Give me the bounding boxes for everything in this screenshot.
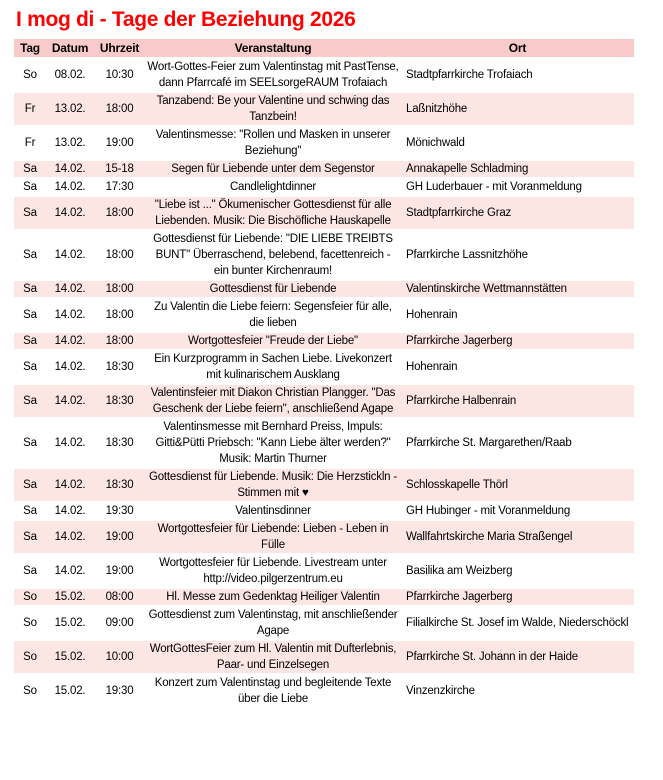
cell-datum: 14.02. — [54, 309, 86, 321]
cell-datum: 13.02. — [46, 93, 94, 125]
table-row — [14, 59, 634, 91]
table-header — [14, 39, 634, 57]
cell-tag: Sa — [23, 361, 37, 373]
cell-tag: Sa — [14, 161, 46, 177]
cell-ort: Pfarrkirche St. Johann in der Haide — [401, 641, 634, 673]
cell-veranstaltung: Valentinsfeier mit Diakon Christian Plangger. "Das Geschenk der Liebe feiern", anschließend Agape — [145, 385, 401, 417]
cell-veranstaltung: Valentinsmesse mit Bernhard Preiss, Impuls: Gitti&Pütti Priebsch: "Kann Liebe älter werden?" Musik: Martin Thurner — [155, 421, 391, 465]
col-header-veranstaltung: Veranstaltung — [145, 39, 401, 57]
cell-veranstaltung: WortGottesFeier zum Hl. Valentin mit Dufterlebnis, Paar- und Einzelsegen — [145, 641, 401, 673]
table-row — [14, 555, 634, 587]
cell-uhrzeit: 09:00 — [105, 617, 134, 629]
cell-ort: GH Luderbauer - mit Voranmeldung — [406, 181, 582, 193]
cell-tag: Sa — [14, 469, 46, 501]
cell-tag: So — [23, 685, 37, 697]
cell-veranstaltung: Konzert zum Valentinstag und begleitende Texte über die Liebe — [154, 677, 392, 705]
cell-uhrzeit: 19:00 — [105, 565, 134, 577]
cell-tag: Sa — [23, 249, 37, 261]
cell-veranstaltung: "Liebe ist ..." Ökumenischer Gottesdienst für alle Liebenden. Musik: Die Bischöfliche Hauskapelle — [145, 197, 401, 229]
table-row — [14, 641, 634, 673]
cell-tag: Sa — [23, 309, 37, 321]
cell-tag: Sa — [14, 281, 46, 297]
cell-datum: 15.02. — [46, 589, 94, 605]
table-row — [14, 589, 634, 605]
cell-uhrzeit: 19:30 — [105, 685, 134, 697]
table-row — [14, 299, 634, 331]
cell-tag: Sa — [23, 565, 37, 577]
cell-veranstaltung: Valentinsdinner — [235, 505, 311, 517]
col-header-datum: Datum — [46, 39, 94, 57]
cell-uhrzeit: 18:30 — [94, 385, 145, 417]
cell-uhrzeit: 18:00 — [94, 93, 145, 125]
cell-tag: Sa — [14, 521, 46, 553]
table-row — [14, 161, 634, 177]
cell-tag: So — [23, 69, 37, 81]
cell-veranstaltung: Candlelightdinner — [229, 181, 317, 193]
cell-datum: 14.02. — [46, 161, 94, 177]
cell-ort: Pfarrkirche Jagerberg — [401, 589, 634, 605]
cell-veranstaltung: Wortgottesfeier "Freude der Liebe" — [145, 333, 401, 349]
cell-tag: So — [14, 589, 46, 605]
cell-veranstaltung: Hl. Messe zum Gedenktag Heiliger Valentin — [145, 589, 401, 605]
cell-veranstaltung: Gottesdienst für Liebende — [145, 281, 401, 297]
cell-veranstaltung: Gottesdienst für Liebende. Musik: Die Herzstickln - Stimmen mit ♥ — [145, 469, 401, 501]
cell-datum: 15.02. — [54, 617, 86, 629]
cell-ort: Hohenrain — [406, 361, 458, 373]
cell-ort: Pfarrkirche Jagerberg — [401, 333, 634, 349]
cell-ort: GH Hubinger - mit Voranmeldung — [406, 505, 571, 517]
page-title: I mog di - Tage der Beziehung 2026 — [16, 8, 356, 31]
table-row — [14, 281, 634, 297]
cell-veranstaltung: Zu Valentin die Liebe feiern: Segensfeier für alle, die lieben — [154, 301, 392, 329]
cell-datum: 13.02. — [54, 137, 86, 149]
cell-tag: Sa — [14, 385, 46, 417]
table-row — [14, 503, 634, 519]
table-row — [14, 351, 634, 383]
cell-ort: Pfarrkirche Lassnitzhöhe — [406, 249, 528, 261]
cell-ort: Laßnitzhöhe — [401, 93, 634, 125]
cell-uhrzeit: 18:30 — [94, 469, 145, 501]
cell-tag: Sa — [14, 197, 46, 229]
cell-datum: 14.02. — [46, 385, 94, 417]
cell-uhrzeit: 10:00 — [94, 641, 145, 673]
col-header-ort: Ort — [401, 39, 634, 57]
cell-veranstaltung: Gottesdienst zum Valentinstag, mit anschließender Agape — [148, 609, 398, 637]
cell-uhrzeit: 10:30 — [105, 69, 134, 81]
col-header-uhrzeit: Uhrzeit — [94, 39, 145, 57]
cell-uhrzeit: 19:30 — [105, 505, 134, 517]
cell-datum: 14.02. — [54, 181, 86, 193]
cell-datum: 14.02. — [54, 437, 86, 449]
cell-datum: 15.02. — [54, 685, 86, 697]
table-row — [14, 333, 634, 349]
table-row — [14, 607, 634, 639]
table-row — [14, 179, 634, 195]
table-row — [14, 231, 634, 279]
cell-uhrzeit: 17:30 — [105, 181, 134, 193]
cell-datum: 14.02. — [46, 333, 94, 349]
cell-ort: Schlosskapelle Thörl — [401, 469, 634, 501]
table-row — [14, 419, 634, 467]
cell-datum: 14.02. — [54, 361, 86, 373]
cell-veranstaltung: Wortgottesfeier für Liebende. Livestream unter http://video.pilgerzentrum.eu — [159, 557, 387, 585]
cell-veranstaltung: Wort-Gottes-Feier zum Valentinstag mit PastTense, dann Pfarrcafé im SEELsorgeRAUM Trofaiach — [147, 61, 399, 89]
cell-datum: 14.02. — [46, 197, 94, 229]
cell-tag: Sa — [23, 437, 37, 449]
cell-uhrzeit: 19:00 — [105, 137, 134, 149]
cell-veranstaltung: Valentinsmesse: "Rollen und Masken in unserer Beziehung" — [155, 129, 391, 157]
cell-uhrzeit: 18:30 — [105, 361, 134, 373]
table-row — [14, 197, 634, 229]
table-body — [14, 59, 634, 707]
cell-ort: Vinzenzkirche — [406, 685, 475, 697]
cell-veranstaltung: Ein Kurzprogramm in Sachen Liebe. Livekonzert mit kulinarischem Ausklang — [154, 353, 392, 381]
cell-datum: 14.02. — [54, 565, 86, 577]
cell-uhrzeit: 18:00 — [94, 281, 145, 297]
cell-datum: 14.02. — [46, 281, 94, 297]
table-row — [14, 675, 634, 707]
cell-ort: Valentinskirche Wettmannstätten — [401, 281, 634, 297]
cell-ort: Stadtpfarrkirche Trofaiach — [406, 69, 533, 81]
events-table — [14, 37, 634, 709]
cell-datum: 15.02. — [46, 641, 94, 673]
table-row — [14, 385, 634, 417]
col-header-tag: Tag — [14, 39, 46, 57]
cell-tag: So — [23, 617, 37, 629]
cell-veranstaltung: Tanzabend: Be your Valentine und schwing das Tanzbein! — [145, 93, 401, 125]
cell-veranstaltung: Segen für Liebende unter dem Segenstor — [145, 161, 401, 177]
table-row — [14, 521, 634, 553]
cell-uhrzeit: 18:00 — [105, 249, 134, 261]
cell-ort: Wallfahrtskirche Maria Straßengel — [401, 521, 634, 553]
cell-datum: 14.02. — [46, 469, 94, 501]
cell-ort: Pfarrkirche St. Margarethen/Raab — [406, 437, 572, 449]
cell-veranstaltung: Gottesdienst für Liebende: "DIE LIEBE TREIBTS BUNT" Überraschend, belebend, facettenreich - ein bunter Kirchenraum! — [153, 233, 393, 277]
cell-tag: Sa — [14, 333, 46, 349]
table-row — [14, 127, 634, 159]
table-row — [14, 469, 634, 501]
table-row — [14, 93, 634, 125]
cell-datum: 08.02. — [54, 69, 86, 81]
cell-ort: Hohenrain — [406, 309, 458, 321]
cell-ort: Stadtpfarrkirche Graz — [401, 197, 634, 229]
cell-uhrzeit: 18:30 — [105, 437, 134, 449]
cell-datum: 14.02. — [54, 505, 86, 517]
cell-veranstaltung: Wortgottesfeier für Liebende: Lieben - Leben in Fülle — [145, 521, 401, 553]
cell-uhrzeit: 18:00 — [94, 197, 145, 229]
cell-datum: 14.02. — [54, 249, 86, 261]
cell-uhrzeit: 15-18 — [94, 161, 145, 177]
cell-uhrzeit: 19:00 — [94, 521, 145, 553]
cell-tag: Fr — [14, 93, 46, 125]
cell-uhrzeit: 08:00 — [94, 589, 145, 605]
cell-tag: So — [14, 641, 46, 673]
cell-tag: Sa — [23, 505, 37, 517]
cell-uhrzeit: 18:00 — [94, 333, 145, 349]
cell-tag: Sa — [23, 181, 37, 193]
cell-uhrzeit: 18:00 — [105, 309, 134, 321]
cell-ort: Mönichwald — [406, 137, 465, 149]
cell-datum: 14.02. — [46, 521, 94, 553]
cell-tag: Fr — [24, 137, 36, 149]
cell-ort: Pfarrkirche Halbenrain — [401, 385, 634, 417]
cell-ort: Basilika am Weizberg — [406, 565, 513, 577]
header-row — [14, 39, 634, 57]
cell-ort: Filialkirche St. Josef im Walde, Niederschöckl — [406, 617, 629, 629]
cell-ort: Annakapelle Schladming — [401, 161, 634, 177]
